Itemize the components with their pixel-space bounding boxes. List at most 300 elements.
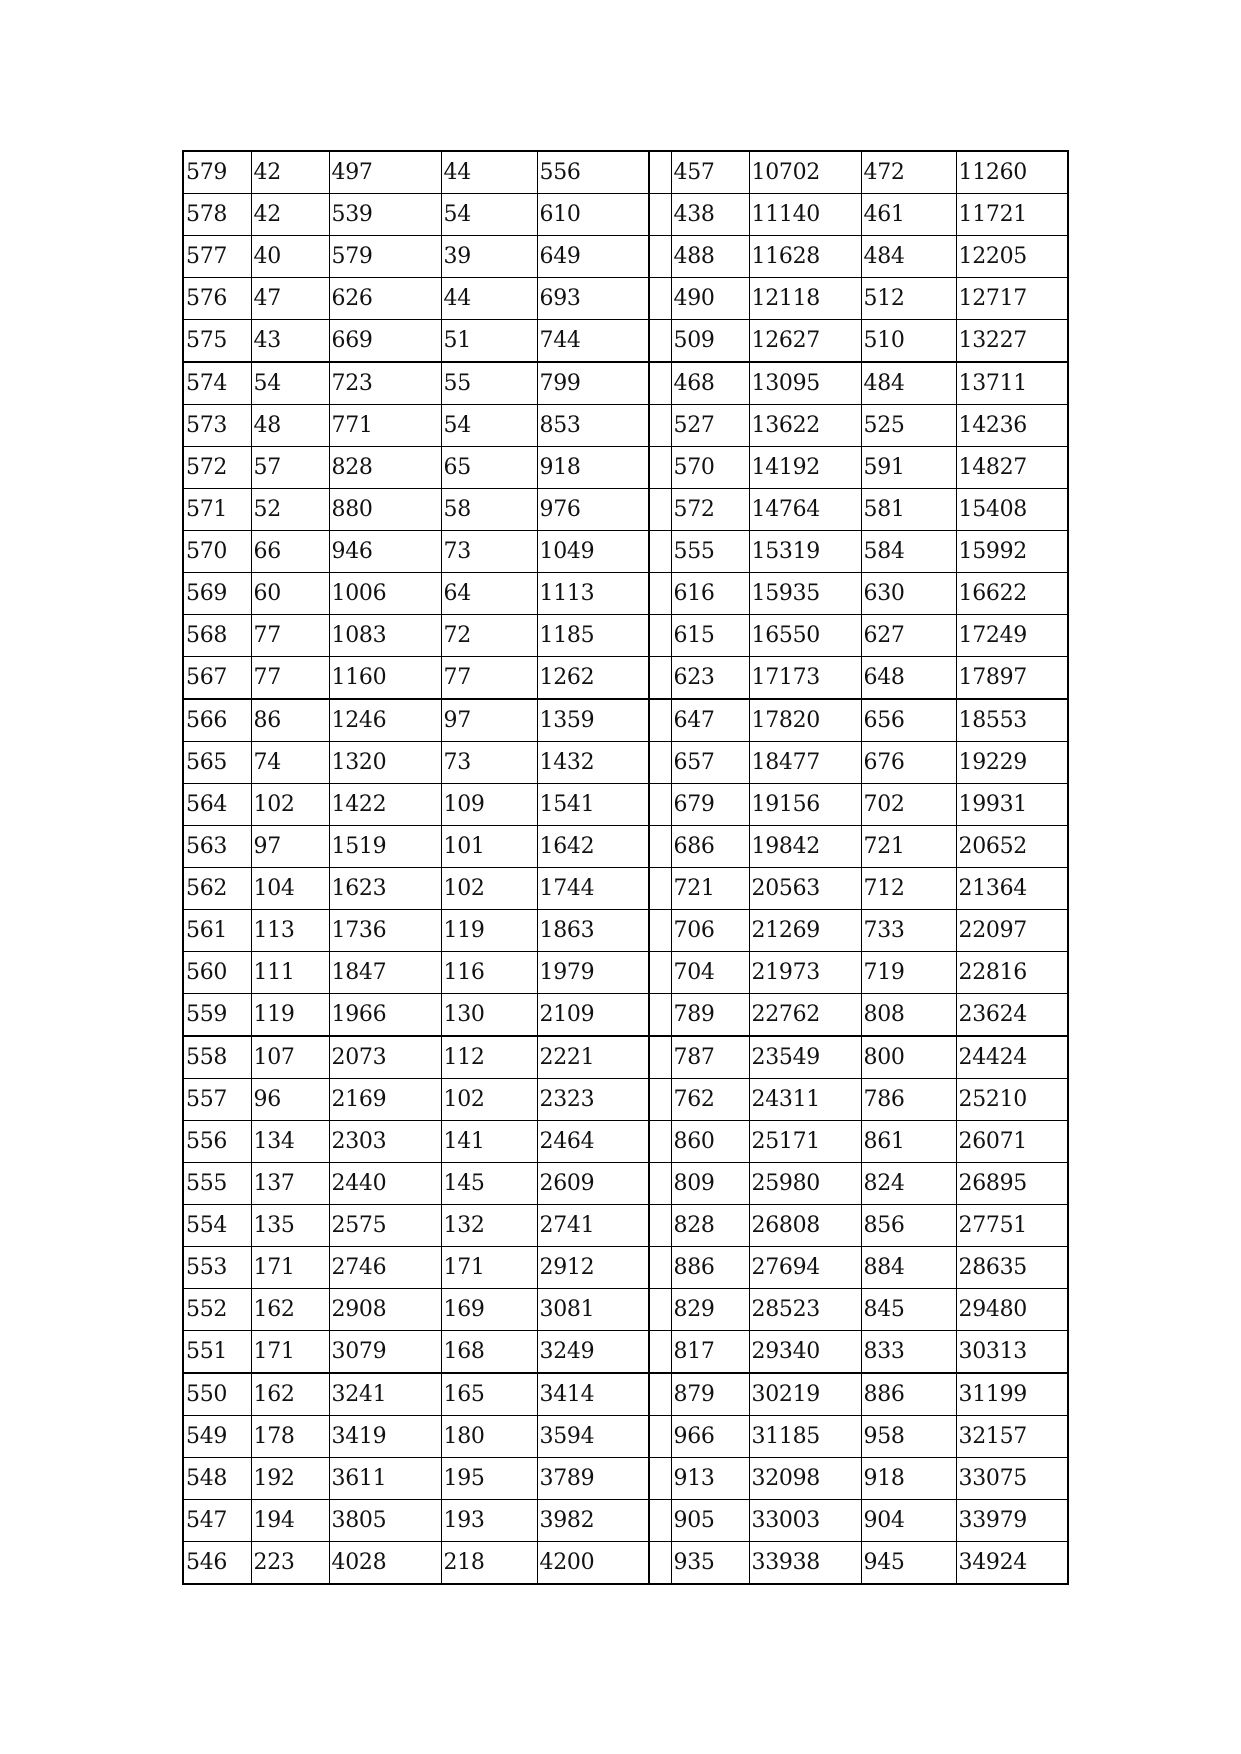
table-cell: 573 xyxy=(183,405,251,447)
table-row xyxy=(183,1247,1068,1289)
table-cell xyxy=(649,742,671,784)
table-cell: 27694 xyxy=(749,1247,861,1289)
table-row xyxy=(183,362,1068,405)
table-row xyxy=(183,531,1068,573)
table-cell: 13095 xyxy=(749,362,861,405)
table-cell xyxy=(649,194,671,236)
table-cell: 3982 xyxy=(537,1500,649,1542)
table-cell: 525 xyxy=(861,405,956,447)
table-cell: 73 xyxy=(441,742,537,784)
table-cell: 192 xyxy=(251,1458,329,1500)
table-cell: 18477 xyxy=(749,742,861,784)
table-cell: 733 xyxy=(861,910,956,952)
table-cell: 19931 xyxy=(956,784,1068,826)
table-cell: 484 xyxy=(861,362,956,405)
table-cell: 2109 xyxy=(537,994,649,1037)
table-cell: 799 xyxy=(537,362,649,405)
table-cell: 3611 xyxy=(329,1458,441,1500)
table-cell: 3241 xyxy=(329,1373,441,1416)
table-cell: 574 xyxy=(183,362,251,405)
table-cell: 1519 xyxy=(329,826,441,868)
table-cell: 1432 xyxy=(537,742,649,784)
table-cell: 19156 xyxy=(749,784,861,826)
table-cell: 3081 xyxy=(537,1289,649,1331)
table-cell: 904 xyxy=(861,1500,956,1542)
table-cell: 721 xyxy=(861,826,956,868)
table-cell: 27751 xyxy=(956,1205,1068,1247)
table-row xyxy=(183,236,1068,278)
table-cell xyxy=(649,784,671,826)
table-cell: 51 xyxy=(441,320,537,363)
table-cell: 169 xyxy=(441,1289,537,1331)
table-cell: 32098 xyxy=(749,1458,861,1500)
table-cell xyxy=(649,615,671,657)
table-cell: 555 xyxy=(671,531,749,573)
table-cell: 706 xyxy=(671,910,749,952)
table-cell: 171 xyxy=(251,1331,329,1374)
table-cell: 194 xyxy=(251,1500,329,1542)
table-cell: 15408 xyxy=(956,489,1068,531)
table-cell: 2221 xyxy=(537,1036,649,1079)
table-cell: 568 xyxy=(183,615,251,657)
table-cell xyxy=(649,1205,671,1247)
table-cell: 560 xyxy=(183,952,251,994)
table-cell: 1359 xyxy=(537,699,649,742)
table-cell: 66 xyxy=(251,531,329,573)
table-cell: 509 xyxy=(671,320,749,363)
table-cell: 563 xyxy=(183,826,251,868)
table-cell: 570 xyxy=(183,531,251,573)
table-cell: 52 xyxy=(251,489,329,531)
table-cell xyxy=(649,699,671,742)
table-cell: 569 xyxy=(183,573,251,615)
table-cell: 162 xyxy=(251,1289,329,1331)
table-cell: 171 xyxy=(251,1247,329,1289)
table-cell: 22762 xyxy=(749,994,861,1037)
table-cell: 616 xyxy=(671,573,749,615)
table-cell: 2464 xyxy=(537,1121,649,1163)
table-cell: 25171 xyxy=(749,1121,861,1163)
table-cell xyxy=(649,1289,671,1331)
table-cell: 2609 xyxy=(537,1163,649,1205)
table-row xyxy=(183,1331,1068,1374)
table-cell xyxy=(649,573,671,615)
table-cell: 19229 xyxy=(956,742,1068,784)
table-cell: 24311 xyxy=(749,1079,861,1121)
table-cell: 17173 xyxy=(749,657,861,700)
table-cell: 43 xyxy=(251,320,329,363)
table-cell: 572 xyxy=(671,489,749,531)
table-cell: 178 xyxy=(251,1416,329,1458)
table-cell: 886 xyxy=(671,1247,749,1289)
table-cell: 113 xyxy=(251,910,329,952)
table-cell: 60 xyxy=(251,573,329,615)
table-cell: 26895 xyxy=(956,1163,1068,1205)
table-cell: 626 xyxy=(329,278,441,320)
table-cell: 1246 xyxy=(329,699,441,742)
table-cell: 3594 xyxy=(537,1416,649,1458)
table-cell xyxy=(649,1542,671,1585)
table-cell xyxy=(649,151,671,194)
table-cell: 20652 xyxy=(956,826,1068,868)
table-cell: 657 xyxy=(671,742,749,784)
table-cell: 15319 xyxy=(749,531,861,573)
table-cell: 656 xyxy=(861,699,956,742)
table-cell: 73 xyxy=(441,531,537,573)
table-cell: 111 xyxy=(251,952,329,994)
table-cell: 556 xyxy=(537,151,649,194)
table-cell: 556 xyxy=(183,1121,251,1163)
table-row xyxy=(183,1289,1068,1331)
table-cell: 676 xyxy=(861,742,956,784)
table-cell: 195 xyxy=(441,1458,537,1500)
table-cell xyxy=(649,1458,671,1500)
table-cell: 461 xyxy=(861,194,956,236)
table-cell: 856 xyxy=(861,1205,956,1247)
table-row xyxy=(183,1036,1068,1079)
table-cell: 162 xyxy=(251,1373,329,1416)
table-cell: 567 xyxy=(183,657,251,700)
table-row xyxy=(183,1542,1068,1585)
score-distribution-table xyxy=(182,150,1069,1585)
table-cell: 26071 xyxy=(956,1121,1068,1163)
table-cell: 16622 xyxy=(956,573,1068,615)
table-row xyxy=(183,447,1068,489)
table-cell: 30219 xyxy=(749,1373,861,1416)
table-row xyxy=(183,826,1068,868)
table-row xyxy=(183,405,1068,447)
table-cell: 3249 xyxy=(537,1331,649,1374)
table-cell: 1006 xyxy=(329,573,441,615)
table-cell: 2440 xyxy=(329,1163,441,1205)
table-cell: 20563 xyxy=(749,868,861,910)
table-cell: 97 xyxy=(441,699,537,742)
table-cell: 579 xyxy=(329,236,441,278)
table-row xyxy=(183,615,1068,657)
table-cell: 24424 xyxy=(956,1036,1068,1079)
table-cell: 558 xyxy=(183,1036,251,1079)
table-cell: 566 xyxy=(183,699,251,742)
table-cell: 141 xyxy=(441,1121,537,1163)
table-cell: 3805 xyxy=(329,1500,441,1542)
table-cell: 548 xyxy=(183,1458,251,1500)
table-body xyxy=(183,151,1068,1584)
table-cell: 958 xyxy=(861,1416,956,1458)
table-cell: 77 xyxy=(251,657,329,700)
table-cell: 116 xyxy=(441,952,537,994)
table-row xyxy=(183,1416,1068,1458)
table-cell: 119 xyxy=(251,994,329,1037)
table-cell: 1642 xyxy=(537,826,649,868)
table-cell: 193 xyxy=(441,1500,537,1542)
table-cell: 102 xyxy=(251,784,329,826)
table-cell: 1736 xyxy=(329,910,441,952)
table-cell: 22816 xyxy=(956,952,1068,994)
table-cell: 829 xyxy=(671,1289,749,1331)
table-row xyxy=(183,994,1068,1037)
table-cell: 771 xyxy=(329,405,441,447)
table-cell: 853 xyxy=(537,405,649,447)
table-cell: 33075 xyxy=(956,1458,1068,1500)
table-cell: 102 xyxy=(441,1079,537,1121)
table-cell xyxy=(649,1121,671,1163)
table-cell: 575 xyxy=(183,320,251,363)
table-cell: 29340 xyxy=(749,1331,861,1374)
table-cell: 686 xyxy=(671,826,749,868)
table-cell xyxy=(649,489,671,531)
table-cell: 510 xyxy=(861,320,956,363)
table-cell: 704 xyxy=(671,952,749,994)
table-cell: 130 xyxy=(441,994,537,1037)
table-cell: 3079 xyxy=(329,1331,441,1374)
table-cell: 497 xyxy=(329,151,441,194)
table-cell: 824 xyxy=(861,1163,956,1205)
table-cell: 17820 xyxy=(749,699,861,742)
table-cell: 693 xyxy=(537,278,649,320)
table-cell xyxy=(649,1331,671,1374)
table-cell: 669 xyxy=(329,320,441,363)
table-cell: 564 xyxy=(183,784,251,826)
table-cell: 579 xyxy=(183,151,251,194)
table-cell: 610 xyxy=(537,194,649,236)
table-cell xyxy=(649,910,671,952)
table-cell: 1863 xyxy=(537,910,649,952)
table-cell: 550 xyxy=(183,1373,251,1416)
table-cell: 490 xyxy=(671,278,749,320)
table-cell xyxy=(649,1036,671,1079)
table-cell: 549 xyxy=(183,1416,251,1458)
table-cell: 484 xyxy=(861,236,956,278)
table-cell: 72 xyxy=(441,615,537,657)
table-cell: 54 xyxy=(441,194,537,236)
table-cell: 14192 xyxy=(749,447,861,489)
table-cell xyxy=(649,1079,671,1121)
table-cell xyxy=(649,447,671,489)
table-cell: 31185 xyxy=(749,1416,861,1458)
table-cell: 34924 xyxy=(956,1542,1068,1585)
table-cell: 14764 xyxy=(749,489,861,531)
table-cell: 11628 xyxy=(749,236,861,278)
table-cell: 21269 xyxy=(749,910,861,952)
table-cell: 551 xyxy=(183,1331,251,1374)
table-cell: 553 xyxy=(183,1247,251,1289)
table-cell: 102 xyxy=(441,868,537,910)
table-cell: 789 xyxy=(671,994,749,1037)
table-cell: 33003 xyxy=(749,1500,861,1542)
table-cell xyxy=(649,1416,671,1458)
table-cell: 17897 xyxy=(956,657,1068,700)
table-cell: 554 xyxy=(183,1205,251,1247)
table-cell: 12118 xyxy=(749,278,861,320)
table-cell: 44 xyxy=(441,278,537,320)
table-cell: 584 xyxy=(861,531,956,573)
table-cell xyxy=(649,657,671,700)
table-cell: 817 xyxy=(671,1331,749,1374)
table-cell: 679 xyxy=(671,784,749,826)
table-cell: 488 xyxy=(671,236,749,278)
table-cell: 14827 xyxy=(956,447,1068,489)
table-row xyxy=(183,1205,1068,1247)
table-cell: 809 xyxy=(671,1163,749,1205)
table-cell: 33938 xyxy=(749,1542,861,1585)
table-cell: 1979 xyxy=(537,952,649,994)
table-cell: 101 xyxy=(441,826,537,868)
table-cell: 13227 xyxy=(956,320,1068,363)
table-cell: 2908 xyxy=(329,1289,441,1331)
table-cell: 11140 xyxy=(749,194,861,236)
table-cell: 565 xyxy=(183,742,251,784)
table-row xyxy=(183,910,1068,952)
table-cell: 438 xyxy=(671,194,749,236)
table-cell: 54 xyxy=(441,405,537,447)
table-cell: 15992 xyxy=(956,531,1068,573)
table-cell: 17249 xyxy=(956,615,1068,657)
table-cell: 828 xyxy=(671,1205,749,1247)
table-cell: 918 xyxy=(537,447,649,489)
table-cell: 828 xyxy=(329,447,441,489)
table-cell xyxy=(649,1163,671,1205)
table-cell: 555 xyxy=(183,1163,251,1205)
table-row xyxy=(183,489,1068,531)
table-cell: 4028 xyxy=(329,1542,441,1585)
table-cell: 946 xyxy=(329,531,441,573)
table-cell: 578 xyxy=(183,194,251,236)
table-cell: 787 xyxy=(671,1036,749,1079)
table-cell: 14236 xyxy=(956,405,1068,447)
table-cell: 884 xyxy=(861,1247,956,1289)
table-row xyxy=(183,320,1068,363)
table-cell: 132 xyxy=(441,1205,537,1247)
table-cell: 571 xyxy=(183,489,251,531)
table-cell: 527 xyxy=(671,405,749,447)
table-cell: 561 xyxy=(183,910,251,952)
table-cell: 55 xyxy=(441,362,537,405)
table-cell: 861 xyxy=(861,1121,956,1163)
table-cell: 468 xyxy=(671,362,749,405)
table-cell xyxy=(649,405,671,447)
table-cell: 165 xyxy=(441,1373,537,1416)
table-cell: 57 xyxy=(251,447,329,489)
table-cell xyxy=(649,952,671,994)
table-row xyxy=(183,278,1068,320)
table-cell: 1422 xyxy=(329,784,441,826)
table-cell: 721 xyxy=(671,868,749,910)
table-row xyxy=(183,1163,1068,1205)
table-cell: 860 xyxy=(671,1121,749,1163)
table-cell: 28635 xyxy=(956,1247,1068,1289)
table-row xyxy=(183,1121,1068,1163)
table-cell: 28523 xyxy=(749,1289,861,1331)
table-cell: 845 xyxy=(861,1289,956,1331)
table-cell: 879 xyxy=(671,1373,749,1416)
table-cell: 1083 xyxy=(329,615,441,657)
table-row xyxy=(183,952,1068,994)
table-row xyxy=(183,784,1068,826)
table-cell: 591 xyxy=(861,447,956,489)
table-cell: 723 xyxy=(329,362,441,405)
table-cell: 562 xyxy=(183,868,251,910)
table-cell xyxy=(649,868,671,910)
table-cell: 935 xyxy=(671,1542,749,1585)
table-cell: 39 xyxy=(441,236,537,278)
table-cell: 762 xyxy=(671,1079,749,1121)
table-cell: 472 xyxy=(861,151,956,194)
table-row xyxy=(183,657,1068,700)
table-cell: 808 xyxy=(861,994,956,1037)
table-cell: 12627 xyxy=(749,320,861,363)
table-cell: 2912 xyxy=(537,1247,649,1289)
table-cell: 744 xyxy=(537,320,649,363)
table-cell: 48 xyxy=(251,405,329,447)
table-cell xyxy=(649,362,671,405)
table-cell: 44 xyxy=(441,151,537,194)
table-cell xyxy=(649,531,671,573)
table-cell: 577 xyxy=(183,236,251,278)
table-cell: 31199 xyxy=(956,1373,1068,1416)
table-cell: 32157 xyxy=(956,1416,1068,1458)
table-cell: 25980 xyxy=(749,1163,861,1205)
table-cell: 833 xyxy=(861,1331,956,1374)
table-cell: 559 xyxy=(183,994,251,1037)
table-cell: 457 xyxy=(671,151,749,194)
table-cell: 649 xyxy=(537,236,649,278)
table-cell: 918 xyxy=(861,1458,956,1500)
table-row xyxy=(183,151,1068,194)
table-cell: 1185 xyxy=(537,615,649,657)
table-cell: 886 xyxy=(861,1373,956,1416)
table-cell: 966 xyxy=(671,1416,749,1458)
table-cell: 19842 xyxy=(749,826,861,868)
table-cell: 134 xyxy=(251,1121,329,1163)
table-cell: 21973 xyxy=(749,952,861,994)
table-cell: 10702 xyxy=(749,151,861,194)
table-cell: 976 xyxy=(537,489,649,531)
table-cell: 58 xyxy=(441,489,537,531)
table-cell: 1744 xyxy=(537,868,649,910)
table-row xyxy=(183,194,1068,236)
table-cell: 12717 xyxy=(956,278,1068,320)
table-cell: 171 xyxy=(441,1247,537,1289)
table-cell: 42 xyxy=(251,194,329,236)
table-cell: 1113 xyxy=(537,573,649,615)
table-cell: 627 xyxy=(861,615,956,657)
table-cell: 137 xyxy=(251,1163,329,1205)
table-cell: 581 xyxy=(861,489,956,531)
table-cell: 107 xyxy=(251,1036,329,1079)
table-row xyxy=(183,1458,1068,1500)
table-cell: 18553 xyxy=(956,699,1068,742)
table-cell xyxy=(649,236,671,278)
table-cell: 719 xyxy=(861,952,956,994)
table-cell: 119 xyxy=(441,910,537,952)
table-cell: 15935 xyxy=(749,573,861,615)
table-cell: 623 xyxy=(671,657,749,700)
table-cell: 40 xyxy=(251,236,329,278)
table-cell: 2169 xyxy=(329,1079,441,1121)
table-cell xyxy=(649,826,671,868)
table-cell: 13711 xyxy=(956,362,1068,405)
table-cell: 905 xyxy=(671,1500,749,1542)
table-cell: 180 xyxy=(441,1416,537,1458)
table-cell: 4200 xyxy=(537,1542,649,1585)
table-cell: 1320 xyxy=(329,742,441,784)
table-cell: 539 xyxy=(329,194,441,236)
table-cell xyxy=(649,278,671,320)
table-cell: 25210 xyxy=(956,1079,1068,1121)
table-cell: 11260 xyxy=(956,151,1068,194)
table-cell: 648 xyxy=(861,657,956,700)
table-cell: 880 xyxy=(329,489,441,531)
